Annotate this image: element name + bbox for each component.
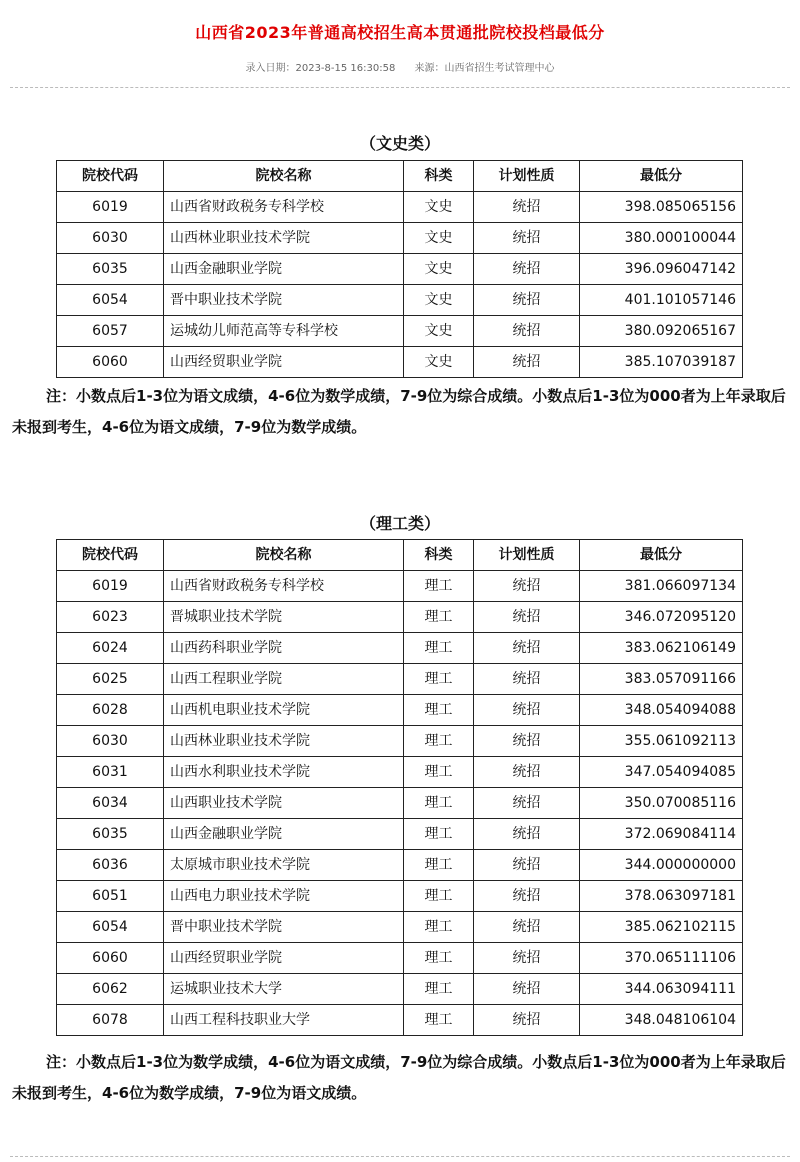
cell-code: 6030 (57, 223, 164, 254)
cell-min-score: 380.092065167 (580, 316, 743, 347)
cell-category: 理工 (404, 819, 474, 850)
cell-name: 山西机电职业技术学院 (164, 695, 404, 726)
cell-category: 文史 (404, 192, 474, 223)
cell-code: 6054 (57, 912, 164, 943)
top-divider (10, 87, 790, 88)
entry-date (245, 63, 395, 74)
entry-date-label: 录入日期： (245, 63, 296, 74)
cell-name: 山西药科职业学院 (164, 633, 404, 664)
cell-min-score: 348.054094088 (580, 695, 743, 726)
cell-code: 6051 (57, 881, 164, 912)
cell-min-score: 348.048106104 (580, 1005, 743, 1036)
table-row (57, 664, 743, 695)
cell-code: 6035 (57, 254, 164, 285)
cell-plan: 统招 (474, 633, 580, 664)
cell-min-score: 396.096047142 (580, 254, 743, 285)
cell-name: 晋城职业技术学院 (164, 602, 404, 633)
table-row (57, 223, 743, 254)
table-row (57, 285, 743, 316)
cell-code: 6035 (57, 819, 164, 850)
cell-code: 6034 (57, 788, 164, 819)
cell-category: 理工 (404, 633, 474, 664)
cell-plan: 统招 (474, 254, 580, 285)
cell-name: 山西经贸职业学院 (164, 943, 404, 974)
cell-code: 6030 (57, 726, 164, 757)
cell-min-score: 346.072095120 (580, 602, 743, 633)
cell-code: 6060 (57, 347, 164, 378)
source-value: 山西省招生考试管理中心 (444, 63, 555, 74)
cell-code: 6024 (57, 633, 164, 664)
table-row (57, 347, 743, 378)
table-row (57, 974, 743, 1005)
cell-name: 运城职业技术大学 (164, 974, 404, 1005)
table-row (57, 633, 743, 664)
cell-code: 6019 (57, 192, 164, 223)
cell-name: 太原城市职业技术学院 (164, 850, 404, 881)
cell-name: 山西省财政税务专科学校 (164, 571, 404, 602)
table-row (57, 316, 743, 347)
score-table-science (56, 539, 743, 1036)
cell-category: 理工 (404, 571, 474, 602)
cell-plan: 统招 (474, 192, 580, 223)
cell-plan: 统招 (474, 943, 580, 974)
cell-category: 理工 (404, 943, 474, 974)
article-meta (0, 59, 800, 74)
cell-name: 晋中职业技术学院 (164, 912, 404, 943)
table-row (57, 881, 743, 912)
cell-name: 山西工程科技职业大学 (164, 1005, 404, 1036)
table-row (57, 192, 743, 223)
cell-code: 6028 (57, 695, 164, 726)
cell-category: 文史 (404, 347, 474, 378)
section-title-science: （理工类） (359, 514, 440, 533)
table-row (57, 602, 743, 633)
cell-min-score: 344.063094111 (580, 974, 743, 1005)
cell-plan: 统招 (474, 602, 580, 633)
cell-category: 文史 (404, 316, 474, 347)
cell-plan: 统招 (474, 695, 580, 726)
cell-category: 理工 (404, 912, 474, 943)
cell-code: 6031 (57, 757, 164, 788)
table-row (57, 254, 743, 285)
cell-plan: 统招 (474, 347, 580, 378)
cell-min-score: 380.000100044 (580, 223, 743, 254)
cell-plan: 统招 (474, 788, 580, 819)
cell-min-score: 350.070085116 (580, 788, 743, 819)
cell-category: 文史 (404, 254, 474, 285)
cell-min-score: 401.101057146 (580, 285, 743, 316)
table-row (57, 850, 743, 881)
cell-name: 运城幼儿师范高等专科学校 (164, 316, 404, 347)
cell-code: 6019 (57, 571, 164, 602)
table-row (57, 695, 743, 726)
header-code: 院校代码 (57, 540, 164, 571)
cell-code: 6062 (57, 974, 164, 1005)
cell-name: 山西林业职业技术学院 (164, 726, 404, 757)
cell-min-score: 398.085065156 (580, 192, 743, 223)
cell-plan: 统招 (474, 974, 580, 1005)
cell-plan: 统招 (474, 850, 580, 881)
cell-category: 理工 (404, 881, 474, 912)
cell-category: 理工 (404, 602, 474, 633)
table-row (57, 571, 743, 602)
source-label: 来源： (414, 63, 445, 74)
table-header-row (57, 161, 743, 192)
cell-name: 山西林业职业技术学院 (164, 223, 404, 254)
cell-plan: 统招 (474, 571, 580, 602)
cell-category: 理工 (404, 757, 474, 788)
cell-category: 理工 (404, 664, 474, 695)
page-title: 山西省2023年普通高校招生高本贯通批院校投档最低分 (195, 23, 605, 42)
cell-code: 6036 (57, 850, 164, 881)
cell-category: 理工 (404, 850, 474, 881)
cell-min-score: 355.061092113 (580, 726, 743, 757)
table-row (57, 819, 743, 850)
cell-min-score: 385.107039187 (580, 347, 743, 378)
table-header-row (57, 540, 743, 571)
cell-code: 6025 (57, 664, 164, 695)
cell-plan: 统招 (474, 223, 580, 254)
cell-name: 山西省财政税务专科学校 (164, 192, 404, 223)
table-row (57, 1005, 743, 1036)
entry-date-value: 2023-8-15 16:30:58 (295, 63, 396, 74)
cell-name: 山西金融职业学院 (164, 254, 404, 285)
cell-category: 理工 (404, 695, 474, 726)
cell-min-score: 385.062102115 (580, 912, 743, 943)
score-table-liberal-arts (56, 160, 743, 378)
cell-name: 山西工程职业学院 (164, 664, 404, 695)
section-title-liberal-arts: （文史类） (359, 134, 440, 153)
cell-name: 山西经贸职业学院 (164, 347, 404, 378)
cell-name: 山西金融职业学院 (164, 819, 404, 850)
table-row (57, 912, 743, 943)
cell-category: 理工 (404, 974, 474, 1005)
cell-code: 6078 (57, 1005, 164, 1036)
header-min-score: 最低分 (580, 161, 743, 192)
table-row (57, 788, 743, 819)
cell-name: 晋中职业技术学院 (164, 285, 404, 316)
header-plan: 计划性质 (474, 540, 580, 571)
bottom-divider (10, 1156, 790, 1157)
cell-plan: 统招 (474, 664, 580, 695)
table-row (57, 757, 743, 788)
cell-min-score: 344.000000000 (580, 850, 743, 881)
cell-plan: 统招 (474, 819, 580, 850)
cell-name: 山西电力职业技术学院 (164, 881, 404, 912)
cell-min-score: 372.069084114 (580, 819, 743, 850)
cell-plan: 统招 (474, 912, 580, 943)
cell-min-score: 383.057091166 (580, 664, 743, 695)
cell-category: 理工 (404, 1005, 474, 1036)
header-min-score: 最低分 (580, 540, 743, 571)
cell-code: 6057 (57, 316, 164, 347)
table-row (57, 943, 743, 974)
cell-min-score: 347.054094085 (580, 757, 743, 788)
header-category: 科类 (404, 540, 474, 571)
table-row (57, 726, 743, 757)
cell-plan: 统招 (474, 285, 580, 316)
cell-code: 6054 (57, 285, 164, 316)
cell-plan: 统招 (474, 881, 580, 912)
cell-name: 山西水利职业技术学院 (164, 757, 404, 788)
cell-min-score: 381.066097134 (580, 571, 743, 602)
header-plan: 计划性质 (474, 161, 580, 192)
cell-category: 理工 (404, 788, 474, 819)
cell-plan: 统招 (474, 757, 580, 788)
cell-plan: 统招 (474, 726, 580, 757)
cell-category: 文史 (404, 223, 474, 254)
header-name: 院校名称 (164, 161, 404, 192)
header-code: 院校代码 (57, 161, 164, 192)
note-science: 注：小数点后1-3位为数学成绩，4-6位为语文成绩，7-9位为综合成绩。小数点后1-3位为000者为上年录取后未报到考生，4-6位为数学成绩，7-9位为语文成绩。 (12, 1053, 786, 1102)
cell-plan: 统招 (474, 316, 580, 347)
cell-min-score: 383.062106149 (580, 633, 743, 664)
header-category: 科类 (404, 161, 474, 192)
cell-plan: 统招 (474, 1005, 580, 1036)
cell-category: 文史 (404, 285, 474, 316)
source (415, 63, 555, 74)
cell-category: 理工 (404, 726, 474, 757)
header-name: 院校名称 (164, 540, 404, 571)
cell-name: 山西职业技术学院 (164, 788, 404, 819)
cell-code: 6023 (57, 602, 164, 633)
note-liberal-arts: 注：小数点后1-3位为语文成绩，4-6位为数学成绩，7-9位为综合成绩。小数点后1-3位为000者为上年录取后未报到考生，4-6位为语文成绩，7-9位为数学成绩。 (12, 387, 786, 436)
cell-min-score: 370.065111106 (580, 943, 743, 974)
cell-min-score: 378.063097181 (580, 881, 743, 912)
cell-code: 6060 (57, 943, 164, 974)
